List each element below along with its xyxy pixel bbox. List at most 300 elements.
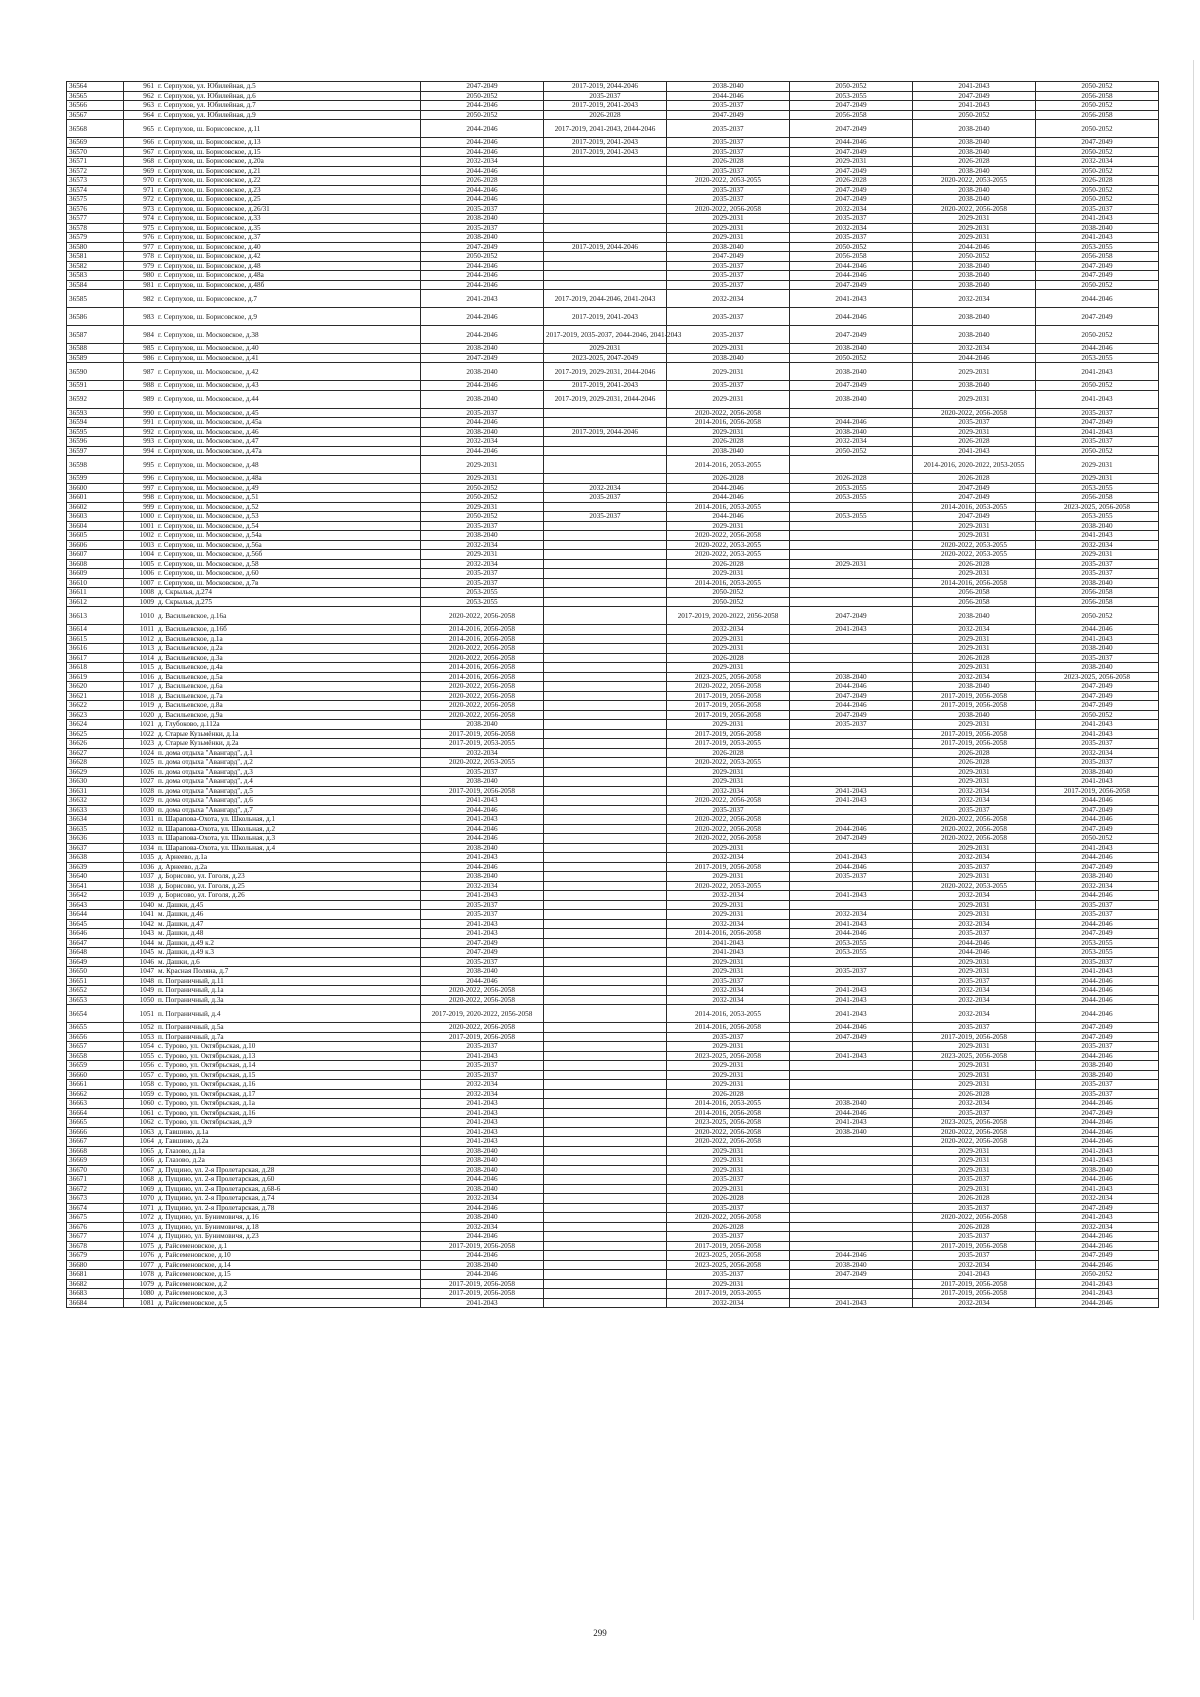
- row-number-cell: 967: [124, 147, 157, 157]
- row-id-cell: 36601: [67, 493, 124, 503]
- period-cell: 2047-2049: [790, 381, 913, 391]
- period-cell: 2032-2034: [667, 625, 790, 635]
- period-cell: 2035-2037: [421, 569, 544, 579]
- period-cell: 2032-2034: [913, 891, 1036, 901]
- period-cell: 2044-2046: [421, 976, 544, 986]
- row-id-cell: 36596: [67, 437, 124, 447]
- row-id-cell: 36652: [67, 986, 124, 996]
- period-cell: [790, 815, 913, 825]
- row-number-cell: 996: [124, 474, 157, 484]
- period-cell: 2026-2028: [913, 1089, 1036, 1099]
- period-cell: 2017-2019, 2053-2055: [667, 1289, 790, 1299]
- period-cell: 2044-2046: [1036, 919, 1159, 929]
- address-cell: п. дома отдыха "Авангард", д.7: [156, 805, 421, 815]
- period-cell: 2041-2043: [421, 1298, 544, 1308]
- period-cell: [544, 1051, 667, 1061]
- period-cell: 2029-2031: [667, 363, 790, 381]
- period-cell: 2050-2052: [1036, 607, 1159, 625]
- period-cell: 2032-2034: [421, 437, 544, 447]
- period-cell: 2029-2031: [667, 767, 790, 777]
- period-cell: 2047-2049: [790, 691, 913, 701]
- period-cell: 2035-2037: [421, 223, 544, 233]
- period-cell: 2053-2055: [1036, 483, 1159, 493]
- period-cell: 2041-2043: [1036, 1213, 1159, 1223]
- period-cell: 2044-2046: [421, 195, 544, 205]
- period-cell: [544, 805, 667, 815]
- address-cell: г. Серпухов, ш. Борисовское, д.37: [156, 233, 421, 243]
- row-id-cell: 36609: [67, 569, 124, 579]
- table-row: [67, 1279, 1159, 1289]
- row-number-cell: 963: [124, 101, 157, 111]
- period-cell: 2047-2049: [421, 353, 544, 363]
- row-id-cell: 36571: [67, 157, 124, 167]
- address-cell: г. Серпухов, ш. Московское, д.48а: [156, 474, 421, 484]
- period-cell: 2035-2037: [421, 957, 544, 967]
- address-cell: м. Дашки, д.46: [156, 910, 421, 920]
- period-cell: [790, 1203, 913, 1213]
- period-cell: 2035-2037: [421, 521, 544, 531]
- period-cell: 2029-2031: [667, 967, 790, 977]
- table-row: [67, 1023, 1159, 1033]
- period-cell: 2029-2031: [667, 1042, 790, 1052]
- period-cell: [790, 653, 913, 663]
- row-number-cell: 1075: [124, 1241, 157, 1251]
- period-cell: 2026-2028: [421, 176, 544, 186]
- table-row: [67, 967, 1159, 977]
- period-cell: 2056-2058: [1036, 493, 1159, 503]
- period-cell: 2041-2043: [913, 101, 1036, 111]
- period-cell: 2020-2022, 2056-2058: [667, 204, 790, 214]
- period-cell: 2029-2031: [913, 427, 1036, 437]
- address-cell: д. Васильевское, д.1а: [156, 634, 421, 644]
- row-id-cell: 36628: [67, 758, 124, 768]
- period-cell: 2050-2052: [1036, 166, 1159, 176]
- period-cell: 2038-2040: [790, 1127, 913, 1137]
- period-cell: 2032-2034: [913, 344, 1036, 354]
- period-cell: [544, 729, 667, 739]
- row-number-cell: 1081: [124, 1298, 157, 1308]
- row-number-cell: 1016: [124, 672, 157, 682]
- address-cell: м. Дашки, д.49 к.3: [156, 948, 421, 958]
- period-cell: [790, 1089, 913, 1099]
- row-number-cell: 1067: [124, 1165, 157, 1175]
- period-cell: 2047-2049: [421, 948, 544, 958]
- period-cell: 2032-2034: [421, 881, 544, 891]
- row-number-cell: 1022: [124, 729, 157, 739]
- row-number-cell: 974: [124, 214, 157, 224]
- period-cell: 2032-2034: [790, 910, 913, 920]
- address-cell: п. Шарапова-Охота, ул. Школьная, д.3: [156, 834, 421, 844]
- row-id-cell: 36657: [67, 1042, 124, 1052]
- period-cell: [790, 644, 913, 654]
- period-cell: 2038-2040: [421, 1260, 544, 1270]
- period-cell: 2035-2037: [913, 418, 1036, 428]
- period-cell: [544, 456, 667, 474]
- period-cell: 2029-2031: [913, 957, 1036, 967]
- address-cell: д. Пущино, ул. 2-я Пролетарская, д.28: [156, 1165, 421, 1175]
- period-cell: 2041-2043: [667, 938, 790, 948]
- row-id-cell: 36594: [67, 418, 124, 428]
- period-cell: 2038-2040: [1036, 644, 1159, 654]
- period-cell: 2041-2043: [1036, 1279, 1159, 1289]
- period-cell: [790, 1165, 913, 1175]
- table-row: [67, 138, 1159, 148]
- table-row: [67, 390, 1159, 408]
- row-id-cell: 36567: [67, 110, 124, 120]
- period-cell: 2053-2055: [421, 597, 544, 607]
- row-number-cell: 1066: [124, 1156, 157, 1166]
- period-cell: 2041-2043: [790, 1118, 913, 1128]
- period-cell: 2056-2058: [790, 110, 913, 120]
- period-cell: 2017-2019, 2056-2058: [667, 729, 790, 739]
- period-cell: [790, 540, 913, 550]
- period-cell: 2032-2034: [913, 1298, 1036, 1308]
- period-cell: 2041-2043: [1036, 729, 1159, 739]
- table-row: [67, 1061, 1159, 1071]
- period-cell: 2044-2046: [421, 138, 544, 148]
- period-cell: 2035-2037: [1036, 758, 1159, 768]
- address-cell: г. Серпухов, ш. Московское, д.45: [156, 408, 421, 418]
- period-cell: 2047-2049: [1036, 1203, 1159, 1213]
- row-id-cell: 36589: [67, 353, 124, 363]
- period-cell: 2035-2037: [913, 1175, 1036, 1185]
- period-cell: 2044-2046: [421, 1175, 544, 1185]
- period-cell: 2026-2028: [913, 1222, 1036, 1232]
- row-number-cell: 1040: [124, 900, 157, 910]
- table-row: [67, 474, 1159, 484]
- period-cell: 2047-2049: [790, 185, 913, 195]
- period-cell: 2038-2040: [913, 710, 1036, 720]
- period-cell: 2020-2022, 2056-2058: [421, 607, 544, 625]
- period-cell: [544, 1099, 667, 1109]
- address-cell: п. Шарапова-Охота, ул. Школьная, д.1: [156, 815, 421, 825]
- row-number-cell: 968: [124, 157, 157, 167]
- period-cell: 2035-2037: [1036, 408, 1159, 418]
- period-cell: 2017-2019, 2044-2046, 2041-2043: [544, 290, 667, 308]
- row-number-cell: 1035: [124, 853, 157, 863]
- row-number-cell: 1054: [124, 1042, 157, 1052]
- period-cell: 2035-2037: [790, 967, 913, 977]
- period-cell: 2044-2046: [421, 120, 544, 138]
- row-number-cell: 1046: [124, 957, 157, 967]
- period-cell: 2041-2043: [913, 446, 1036, 456]
- row-id-cell: 36606: [67, 540, 124, 550]
- period-cell: 2029-2031: [421, 550, 544, 560]
- period-cell: 2047-2049: [1036, 1108, 1159, 1118]
- period-cell: 2026-2028: [913, 559, 1036, 569]
- period-cell: 2038-2040: [1036, 521, 1159, 531]
- row-id-cell: 36598: [67, 456, 124, 474]
- address-cell: г. Серпухов, ш. Московское, д.47а: [156, 446, 421, 456]
- row-number-cell: 1008: [124, 588, 157, 598]
- row-id-cell: 36661: [67, 1080, 124, 1090]
- period-cell: [544, 881, 667, 891]
- period-cell: 2017-2019, 2056-2058: [421, 1241, 544, 1251]
- period-cell: [544, 1222, 667, 1232]
- table-row: [67, 204, 1159, 214]
- period-cell: [790, 1042, 913, 1052]
- row-number-cell: 993: [124, 437, 157, 447]
- address-cell: м. Дашки, д.45: [156, 900, 421, 910]
- row-number-cell: 981: [124, 280, 157, 290]
- period-cell: 2020-2022, 2056-2058: [913, 815, 1036, 825]
- table-row: [67, 1222, 1159, 1232]
- period-cell: 2026-2028: [667, 1222, 790, 1232]
- period-cell: 2047-2049: [790, 147, 913, 157]
- table-row: [67, 957, 1159, 967]
- table-row: [67, 1118, 1159, 1128]
- row-number-cell: 977: [124, 242, 157, 252]
- period-cell: 2047-2049: [790, 326, 913, 344]
- period-cell: 2029-2031: [1036, 550, 1159, 560]
- period-cell: 2020-2022, 2053-2055: [667, 881, 790, 891]
- row-number-cell: 1027: [124, 777, 157, 787]
- period-cell: 2032-2034: [667, 891, 790, 901]
- period-cell: 2047-2049: [790, 834, 913, 844]
- address-cell: д. Скрылья, д.274: [156, 588, 421, 598]
- period-cell: 2044-2046: [667, 512, 790, 522]
- period-cell: 2041-2043: [790, 986, 913, 996]
- row-number-cell: 979: [124, 261, 157, 271]
- period-cell: [544, 796, 667, 806]
- period-cell: 2029-2031: [667, 390, 790, 408]
- table-row: [67, 644, 1159, 654]
- row-id-cell: 36610: [67, 578, 124, 588]
- row-number-cell: 1050: [124, 995, 157, 1005]
- period-cell: 2032-2034: [790, 223, 913, 233]
- period-cell: [544, 701, 667, 711]
- period-cell: 2044-2046: [790, 701, 913, 711]
- period-cell: [544, 1137, 667, 1147]
- period-cell: 2014-2016, 2056-2058: [667, 929, 790, 939]
- period-cell: 2020-2022, 2053-2055: [667, 758, 790, 768]
- address-cell: п. дома отдыха "Авангард", д.5: [156, 786, 421, 796]
- period-cell: 2035-2037: [913, 1232, 1036, 1242]
- table-row: [67, 1032, 1159, 1042]
- period-cell: 2041-2043: [913, 82, 1036, 92]
- period-cell: 2044-2046: [1036, 1241, 1159, 1251]
- period-cell: 2038-2040: [913, 147, 1036, 157]
- period-cell: [544, 1032, 667, 1042]
- address-cell: г. Серпухов, ш. Московское, д.49: [156, 483, 421, 493]
- row-number-cell: 1057: [124, 1070, 157, 1080]
- period-cell: 2044-2046: [1036, 1127, 1159, 1137]
- period-cell: 2050-2052: [1036, 120, 1159, 138]
- period-cell: [544, 1156, 667, 1166]
- period-cell: [544, 1298, 667, 1308]
- row-id-cell: 36588: [67, 344, 124, 354]
- row-number-cell: 1004: [124, 550, 157, 560]
- period-cell: 2047-2049: [1036, 308, 1159, 326]
- period-cell: [790, 663, 913, 673]
- row-number-cell: 1036: [124, 862, 157, 872]
- row-id-cell: 36677: [67, 1232, 124, 1242]
- address-cell: п. Пограничный, д.3а: [156, 995, 421, 1005]
- row-id-cell: 36682: [67, 1279, 124, 1289]
- address-cell: г. Серпухов, ш. Борисовское, д.23: [156, 185, 421, 195]
- period-cell: 2050-2052: [421, 110, 544, 120]
- table-row: [67, 588, 1159, 598]
- period-cell: [544, 166, 667, 176]
- row-number-cell: 1014: [124, 653, 157, 663]
- row-number-cell: 1023: [124, 739, 157, 749]
- period-cell: 2029-2031: [1036, 474, 1159, 484]
- table-row: [67, 290, 1159, 308]
- period-cell: 2038-2040: [421, 1146, 544, 1156]
- scan-edge-shadow: [1193, 60, 1194, 1620]
- period-cell: 2020-2022, 2056-2058: [421, 1023, 544, 1033]
- row-number-cell: 1013: [124, 644, 157, 654]
- period-cell: 2017-2019, 2041-2043: [544, 308, 667, 326]
- address-cell: г. Серпухов, ш. Борисовское, д.40: [156, 242, 421, 252]
- period-cell: 2035-2037: [913, 1203, 1036, 1213]
- period-cell: 2023-2025, 2056-2058: [667, 1051, 790, 1061]
- period-cell: 2020-2022, 2056-2058: [421, 995, 544, 1005]
- row-number-cell: 964: [124, 110, 157, 120]
- table-row: [67, 1203, 1159, 1213]
- period-cell: 2038-2040: [913, 271, 1036, 281]
- address-cell: г. Серпухов, ш. Московское, д.7в: [156, 578, 421, 588]
- period-cell: 2017-2019, 2041-2043: [544, 101, 667, 111]
- row-number-cell: 997: [124, 483, 157, 493]
- row-number-cell: 978: [124, 252, 157, 262]
- period-cell: [790, 1222, 913, 1232]
- period-cell: 2017-2019, 2029-2031, 2044-2046: [544, 390, 667, 408]
- table-row: [67, 672, 1159, 682]
- row-number-cell: 999: [124, 502, 157, 512]
- period-cell: [544, 910, 667, 920]
- period-cell: [544, 1184, 667, 1194]
- row-number-cell: 1030: [124, 805, 157, 815]
- address-cell: г. Серпухов, ш. Московское, д.40: [156, 344, 421, 354]
- period-cell: 2029-2031: [667, 1070, 790, 1080]
- row-number-cell: 986: [124, 353, 157, 363]
- row-id-cell: 36678: [67, 1241, 124, 1251]
- address-cell: г. Серпухов, ш. Московское, д.52: [156, 502, 421, 512]
- period-cell: [790, 1137, 913, 1147]
- period-cell: 2020-2022, 2056-2058: [667, 824, 790, 834]
- row-id-cell: 36581: [67, 252, 124, 262]
- period-cell: 2029-2031: [913, 521, 1036, 531]
- row-id-cell: 36635: [67, 824, 124, 834]
- period-cell: 2014-2016, 2053-2055: [667, 456, 790, 474]
- period-cell: 2029-2031: [667, 663, 790, 673]
- row-id-cell: 36593: [67, 408, 124, 418]
- row-number-cell: 971: [124, 185, 157, 195]
- period-cell: 2020-2022, 2053-2055: [913, 176, 1036, 186]
- period-cell: 2041-2043: [790, 1051, 913, 1061]
- table-row: [67, 1156, 1159, 1166]
- table-row: [67, 910, 1159, 920]
- row-id-cell: 36604: [67, 521, 124, 531]
- address-cell: д. Райсеменовское, д.15: [156, 1270, 421, 1280]
- table-row: [67, 653, 1159, 663]
- period-cell: [790, 578, 913, 588]
- row-id-cell: 36664: [67, 1108, 124, 1118]
- address-cell: м. Дашки, д.48: [156, 929, 421, 939]
- table-row: [67, 252, 1159, 262]
- row-id-cell: 36637: [67, 843, 124, 853]
- period-cell: [790, 408, 913, 418]
- period-cell: 2017-2019, 2041-2043: [544, 138, 667, 148]
- period-cell: 2038-2040: [1036, 578, 1159, 588]
- period-cell: 2026-2028: [1036, 176, 1159, 186]
- period-cell: 2038-2040: [421, 233, 544, 243]
- period-cell: 2050-2052: [1036, 82, 1159, 92]
- period-cell: [790, 569, 913, 579]
- period-cell: 2020-2022, 2056-2058: [913, 1137, 1036, 1147]
- period-cell: 2020-2022, 2056-2058: [667, 834, 790, 844]
- period-cell: 2044-2046: [421, 381, 544, 391]
- address-cell: г. Серпухов, ш. Борисовское, д.33: [156, 214, 421, 224]
- period-cell: 2041-2043: [790, 995, 913, 1005]
- period-cell: 2017-2019, 2056-2058: [913, 1279, 1036, 1289]
- period-cell: [790, 1175, 913, 1185]
- period-cell: 2035-2037: [421, 408, 544, 418]
- table-row: [67, 1108, 1159, 1118]
- table-row: [67, 1165, 1159, 1175]
- period-cell: 2041-2043: [1036, 967, 1159, 977]
- period-cell: 2038-2040: [421, 214, 544, 224]
- address-cell: д. Пущино, ул. Бунимовичя, д.16: [156, 1213, 421, 1223]
- period-cell: 2032-2034: [667, 786, 790, 796]
- period-cell: 2017-2019, 2035-2037, 2044-2046, 2041-2043: [544, 326, 667, 344]
- row-number-cell: 1062: [124, 1118, 157, 1128]
- period-cell: 2020-2022, 2056-2058: [667, 796, 790, 806]
- period-cell: 2020-2022, 2056-2058: [667, 815, 790, 825]
- period-cell: [544, 1165, 667, 1175]
- row-id-cell: 36650: [67, 967, 124, 977]
- period-cell: 2041-2043: [1036, 634, 1159, 644]
- address-cell: г. Серпухов, ш. Московское, д.56б: [156, 550, 421, 560]
- row-number-cell: 1077: [124, 1260, 157, 1270]
- period-cell: 2050-2052: [421, 91, 544, 101]
- period-cell: [544, 569, 667, 579]
- period-cell: 2041-2043: [667, 948, 790, 958]
- period-cell: 2035-2037: [544, 91, 667, 101]
- period-cell: 2041-2043: [790, 1005, 913, 1023]
- period-cell: 2056-2058: [913, 588, 1036, 598]
- period-cell: 2032-2034: [421, 1194, 544, 1204]
- period-cell: 2017-2019, 2056-2058: [913, 1289, 1036, 1299]
- period-cell: 2026-2028: [667, 653, 790, 663]
- period-cell: 2038-2040: [667, 82, 790, 92]
- row-id-cell: 36576: [67, 204, 124, 214]
- period-cell: 2047-2049: [1036, 1251, 1159, 1261]
- period-cell: [544, 862, 667, 872]
- period-cell: 2044-2046: [790, 308, 913, 326]
- period-cell: [544, 1241, 667, 1251]
- period-cell: 2029-2031: [421, 456, 544, 474]
- row-number-cell: 1039: [124, 891, 157, 901]
- row-id-cell: 36577: [67, 214, 124, 224]
- row-id-cell: 36651: [67, 976, 124, 986]
- address-cell: д. Скрылья, д.275: [156, 597, 421, 607]
- row-number-cell: 983: [124, 308, 157, 326]
- period-cell: 2029-2031: [667, 634, 790, 644]
- period-cell: 2050-2052: [1036, 101, 1159, 111]
- row-number-cell: 985: [124, 344, 157, 354]
- address-cell: г. Серпухов, ш. Борисовское, д.21: [156, 166, 421, 176]
- row-id-cell: 36612: [67, 597, 124, 607]
- row-number-cell: 1026: [124, 767, 157, 777]
- period-cell: 2020-2022, 2056-2058: [913, 1213, 1036, 1223]
- period-cell: 2026-2028: [913, 748, 1036, 758]
- period-cell: 2044-2046: [1036, 290, 1159, 308]
- period-cell: [790, 1080, 913, 1090]
- row-id-cell: 36672: [67, 1184, 124, 1194]
- period-cell: [544, 834, 667, 844]
